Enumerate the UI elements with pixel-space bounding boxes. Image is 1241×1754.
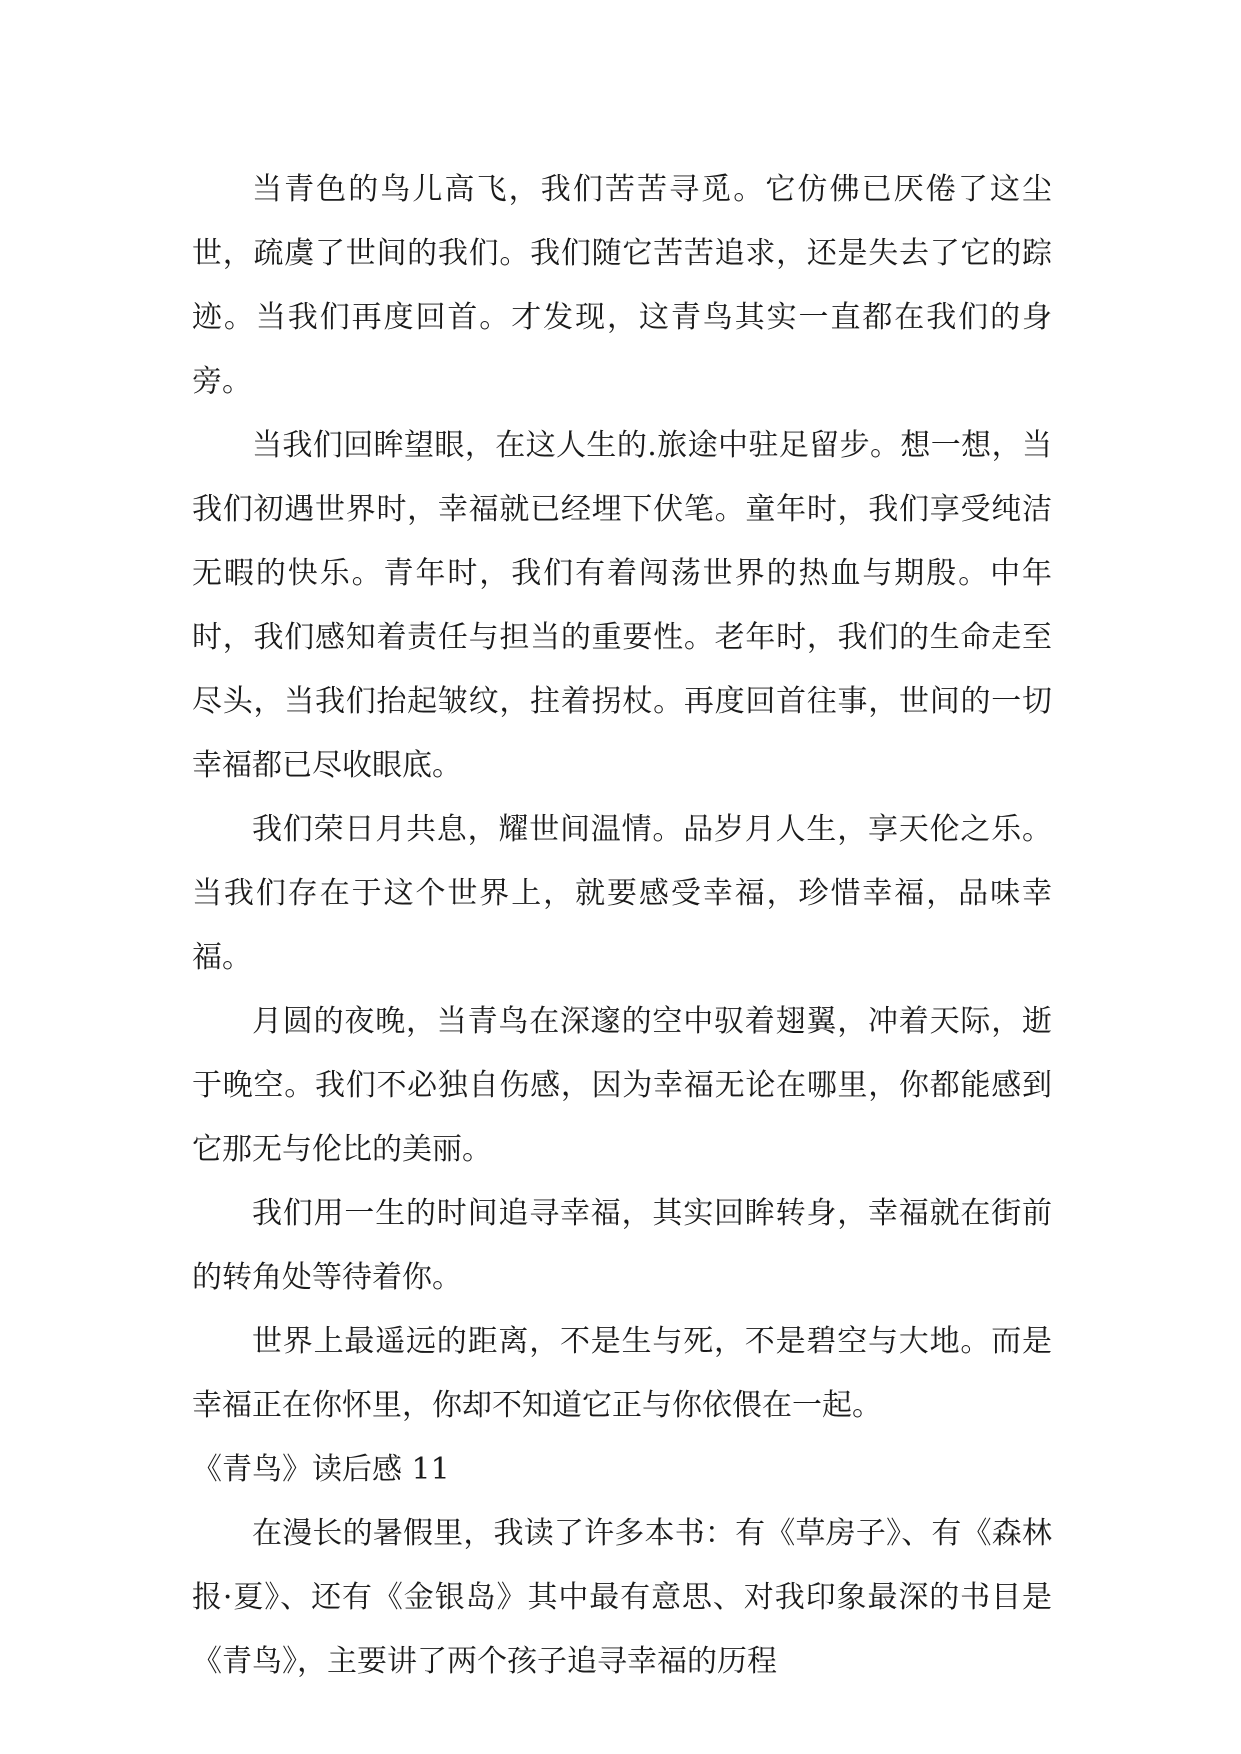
paragraph-5: 我们用一生的时间追寻幸福，其实回眸转身，幸福就在街前的转角处等待着你。 [192,1196,1052,1295]
document-body [192,158,1052,1694]
paragraph-7: 在漫长的暑假里，我读了许多本书：有《草房子》、有《森林报·夏》、还有《金银岛》其中最有意思、对我印象最深的书目是《青鸟》，主要讲了两个孩子追寻幸福的历程 [192,1516,1052,1679]
paragraph-4: 月圆的夜晚，当青鸟在深邃的空中驭着翅翼，冲着天际，逝于晚空。我们不必独自伤感，因为幸福无论在哪里，你都能感到它那无与伦比的美丽。 [192,1004,1052,1167]
paragraph-1: 当青色的鸟儿高飞，我们苦苦寻觅。它仿佛已厌倦了这尘世，疏虞了世间的我们。我们随它苦苦追求，还是失去了它的踪迹。当我们再度回首。才发现，这青鸟其实一直都在我们的身旁。 [192,172,1052,399]
paragraph-3: 我们荣日月共息，耀世间温情。品岁月人生，享天伦之乐。当我们存在于这个世界上，就要感受幸福，珍惜幸福，品味幸福。 [192,812,1052,975]
paragraph-2: 当我们回眸望眼，在这人生的.旅途中驻足留步。想一想，当我们初遇世界时，幸福就已经埋下伏笔。童年时，我们享受纯洁无暇的快乐。青年时，我们有着闯荡世界的热血与期殷。中年时，我们感知着责任与担当的重要性。老年时，我们的生命走至尽头，当我们抬起皱纹，拄着拐杖。再度回首往事，世间的一切幸福都已尽收眼底。 [192,428,1052,783]
paragraph-6: 世界上最遥远的距离，不是生与死，不是碧空与大地。而是幸福正在你怀里，你却不知道它正与你依偎在一起。 [192,1324,1052,1423]
section-heading: 《青鸟》读后感 11 [192,1452,450,1487]
